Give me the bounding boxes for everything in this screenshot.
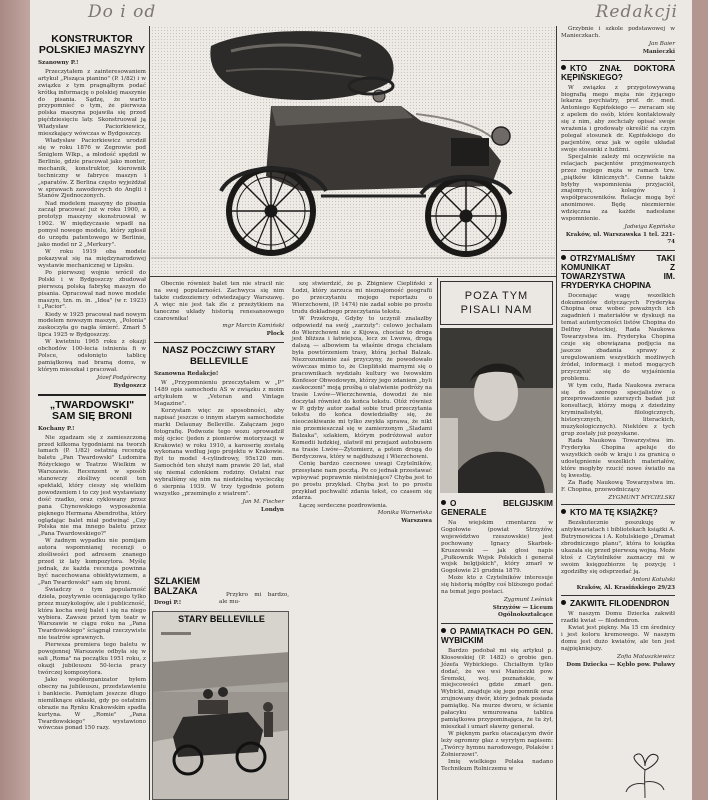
paragraph: Może kto z Czytelników interesuje się historią mógłby coś bliższego podać na temat jego postaci. [441,575,553,596]
author-place: Strzyżów — Liceum Ogólnokształcące [492,605,553,618]
paragraph: Jako współorganizator byłem obecny na jubileuszu, przedstawieniu i bankiecie. Pamiętam jeszcze długo niemilknące oklaski, gdy po ostatnim obrazie na Rynku Krakowskim spadła kurtyna. W „Romie" „Pana Twardowskiego" wystawiono wówczas ponad 150 razy. [38,677,146,732]
section-header-left: Do i od [88,2,157,22]
paragraph: Kwiat jest piękny. Ma 15 cm średnicy i jest koloru kremowego. W naszym domu jest dużo kwiatów, ale ten jest najpiękniejszy. [561,625,675,653]
page-left-edge [0,0,30,800]
bullet-dot-icon [561,255,566,260]
salutation: Szanowna Redakcjo! [154,371,219,378]
author-signature: Antoni Kotulski [631,576,675,583]
paragraph: szę stwierdzić, że p. Zbigniew Ciepliński z Łodzi, który zarzuca mi nieznajomość geografii po przeczytaniu mojego reportażu o Wierzchowni, (P. 1474) nie zadał sobie po prostu trudu dokładnego przeczytania tekstu. [292,281,432,315]
paragraph: Korzystam więc ze sposobności, aby napisać jeszcze o innym starym samochodzie marki Delaunay Belleville. Załączam jego fotografię. Podwozie tego wozu sprowadził mój ojciec (jeden z pionierów motoryzacji w Krakowie) w roku 1910, a karoserię zostałą wykonana według jego projektu w Krakowie. Był to model 4-cylindrowy, 95x120 mm. Samochód ten służył nam prawie 20 lat, stał się niemal członkiem rodziny. Ostatni raz wybraliśmy się nim na niedzielną wycieczkę 6 sierpnia 1939. W trzy tygodnie potem wszystko „przeminęło z wiatrem". [154,407,284,497]
article-title [561,64,675,82]
paragraph: Na wiejskim cmentarzu w Gogołowie (powiat Strzyżów, województwo rzeszowskie) jest pochowany Ignacy Skarbek-Kruszewski — jak głosi napis „Pułkownik Wojsk Polskich i generał wojsk belgijskich", który zmarł w Gogołowie 21 grudnia 1879. [441,520,553,575]
paragraph: Świadczy o tym popularność dzieła, pozytywnie oceniającego tylko przez muzykologów, ale i publiczność, która kocha swój balet i się na niego wybiera. Zawsze przed tym teatr w Warszawie w ciągu roku na „Pana Twardowskiego" ściągnął rzeczywiste nie teatrów sprawnych. [38,586,146,642]
author-place: Londyn [261,506,284,513]
author-signature: Monika Warneńska [377,510,432,517]
paragraph: W kwietniu 1965 roku z okazji obchodów 100-lecia istnienia fi w Polsce, odsłonięto tablicę pamiątkową nad bramą domu, w którym mieszkał i pracował. [38,339,146,373]
photo-label: STARY BELLEVILLE [178,614,265,624]
article-title [441,499,553,517]
bullet-dot-icon [441,628,446,633]
article-title-text: KTO ZNAŁ DOKTORA KĘPIŃSKIEGO? [561,63,675,82]
paragraph: W związku z przygotowywaną biografią mego męża nie żyjącego lekarza psychiatry, prof. dr. med. Antoniego Kępińskiego — zwracam się z apelem do osób, które kontaktowały się z nim, aby zechciały opisać swoje wrażenia i grodowały określić na czym polegał stosunek dr. Kępińskiego do pacjentów, oraz jak w ogóle układał swoje stosunki z ludźmi. [561,84,675,153]
paragraph: Nie zgadzam się z zamieszczoną przed kilkoma tygodniami na tworzh łamach (P. 1/82) ostatnią recenzją baletu „Pan Twardowski" Ludomira Różyckiego w Teatrze Wielkim w Warszawie. Recenzent w sposób stanowczy złośliwy ocenił ten spektakl, który cieszy się wielkim powodzeniem i to czy jest wystawiany dość rzadko, oraz cyklowany przez pana Chynowskiego wyposażenia pięknego Hermana Abendrotha, który oglądając balet miał podwinąć „Czy Polska nie ma innego baletu przez „Pana Twardowskiego?" [38,434,146,538]
paragraph: Władysław Paciorkiewicz urodził się w roku 1876 w Zegrowie pod Śmiglem Wlkp., a młodość spędził w Berlinie, gdzie pracował jako monter, mechanik, konstruktor, kierownik techniczny w fabryce maszyn i „sparatów. Z Berlina często wyjeżdżał w sprawach zawodowych do Anglii i Stanów Zjednoczonych. [38,138,146,200]
paragraph: Grzybnie i szkole podstawowej w Manieczkach. [561,26,675,39]
section-rule [154,342,284,343]
paragraph: Imię wielkiego Polaka nadano Technikum Rolniczemu w [441,758,553,772]
flower-drawing-icon [620,752,670,798]
column-1 [38,32,146,733]
article-title: KONSTRUKTOR POLSKIEJ MASZYNY [38,33,146,56]
paragraph: W Przekroju, Gdyby to uczynił znalazłby odpowiedź na swój „zarzuty": celowo jechałam do Wierzchowni nie z Kijowa, chociaż to droga jest bliższa i łatwiejsza, lecz ze Lwowa, drogą dalszą — albowiem ta właśnie droga chciałam była powtórzeniem trasy, którą jechał Balzak. Niezrozumienie zaś przyczyny, że powodowało wówczas mimo to, że Ciepliński marnymi się o pracownikach wydziału kultury we lwowskim Konfesor Obwodowym, którzy jego zdaniem „byli zaskoczeni" moją prośbą o ułatwienie podróży na trasie Lwów—Wierzchownia, dowodzi że nie doczytał również do końca tekstu. Otóż również w P. gdyby autor zadał sobie trud przeczytania tekstu do końca dowiedziałby się, że nieoczekiwanie mi tylko zwykła sprawa, że nikt nie przemieszczał się w zamierzonym „Śladami Balzaka", szlakiem, którym podróżował autor Komedii ludzkiej, ulatwił mi przejazd autobusem na trasie Lwów—Żytomierz, a potem drogą do Berdyczowa, który w najdłuższej i Wierzchowni. [292,315,432,460]
section-rule [441,623,553,624]
author-signature: ZYGMUNT MYCIELSKI [608,494,675,501]
section-rule [561,595,675,596]
car-illustration [151,26,555,276]
poza-tym-heading-box [440,281,553,325]
salutation: Szanowny P.! [38,60,79,66]
author-place: Manieczki [642,48,675,55]
paragraph: Obecnie również balet ten nie stracił nic na swej popularności. Zachwyca się nim także cudzoziemcy odwiedzający Warszawę. A więc nie jest tak źle z przeżytkiem na taneczne układy historią renesansowego czarownika! [154,281,284,322]
paragraph: Rada Naukowa Towarzystwa im. Fryderyka Chopina apeluje do wszystkich osób w kraju i za granicą o udostępnienie wszelkich materiałów, które mogłyby rzucić nowe światło na tę kwestię. [561,438,675,479]
photo-bottom-rule [149,276,556,277]
paragraph: Nad modelem maszyny do pisania zaczął pracować już w roku 1900, a prototyp maszyny skonstruował w 1902. W międzyczasie wpadł na pomysł nowego modelu, który zgłosił do urzędu patentowego w Berlinie, jako model nr 2 „Merkury". [38,200,146,248]
author-place: Kraków, Al. Krasińskiego 29/23 [576,584,675,591]
author-signature: Zofia Matuszkiewicz [617,654,675,661]
paragraph: Docenając wagę wszelkich dokumentów dotyczących Fryderyka Chopina oraz wobec poważnych ich zagadnień i materiałów w dyskusji na temat autentyczności listów Chopina do Delfiny Potockiej, Rada Naukowa Towarzystwa im. Fryderyka Chopina czuje się obowiązana podjęcia na jaszcze zbadania sprawy z uregulowaniem wszystkich możliwych źródeł, informacji i metod mogących przyczynić się do wyjaśnienia problemu. [561,292,675,382]
portrait-photo [440,328,553,493]
article-title-text: O BELGIJSKIM GENERALE [441,499,553,517]
article-title: „TWARDOWSKI" SAM SIĘ BRONI [49,398,135,422]
section-rule [561,250,675,251]
paragraph: Łączę serdeczne pozdrowienia. [299,502,388,509]
article-title: NASZ POCZCIWY STARY BELLEVILLE [162,345,276,367]
portrait-illustration [440,328,553,493]
section-rule [561,504,675,505]
column-5 [561,26,675,673]
article-title-text: ZAKWITŁ FILODENDRON [570,599,670,609]
bullet-dot-icon [441,500,446,505]
paragraph: W naszym Domu Dziecka zakwitł rzadki kwiat — filodendron. [561,611,675,625]
column-2-balzak [154,574,214,609]
article-title [561,599,675,608]
paragraph: Cenię bardzo czecnowe uwagi Czytelników, przesyłane nam pocztą. Po co jednak przestawać wpisywać poprawnie nieistniejące? Chyba jest to po prostu przykład. Chyba jest to po prostu przykład pochwalić zdania tekst, co czasem się zdarza. [292,460,432,502]
old-car-scene-illustration [153,612,289,800]
author-signature: Zygmunt Leśniak [503,597,553,604]
paragraph: Przykro mi bardzo, ale mu- [219,592,289,605]
author-signature: Jadwiga Kępińska [624,223,675,230]
bullet-dot-icon [561,600,566,605]
author-signature: Jan Baier [648,40,675,47]
paragraph: Specjalnie zależy mi oczywiście na relacjach pacjentów przyjmowanych przez mojego męża w ramach tzw. „piątków klinicznych". Cenne także byłyby wspomnienia przyjaciół, znajomych, kolegów i współpracowników. Relacje mogą być anonimowe. Będę niezmiernie wdzięczna za każde nadesłane wspomnienie. [561,153,675,223]
article-title-text: O PAMIĄTKACH PO GEN. WYBICKIM [441,626,553,645]
author-place: Warszawa [401,518,432,525]
article-title-text: KTO MA TĘ KSIĄŻKĘ? [570,508,658,518]
author-place: Dom Dziecka — Kębło pow. Puławy [566,662,675,668]
stary-belleville-photo [152,611,289,800]
article-title [561,254,675,290]
heading-line: POZA TYM [464,290,529,302]
paragraph: W roku 1919 oba modele pokazywał się na międzynarodowej wystawie mechanicznej w Lipsku. [38,249,146,269]
heading-line: PISALI NAM [460,304,533,316]
author-signature: mgr Marcin Kamiński [222,323,284,330]
author-signature: Jan M. Fischer [242,498,284,505]
section-rule [561,60,675,61]
article-title [441,627,553,645]
salutation: Kochany P.! [38,425,75,432]
paragraph: Kiedy w 1925 pracował nad nowym modelem nowszym maszyn, „Polonia" zaskoczyła go nagła śmierć. Zmarł 5 lipca 1925 w Bydgoszczy. [38,311,146,339]
article-title-text: OTRZYMALIŚMY TAKI KOMUNIKAT Z TOWARZYSTWA IM. FRYDERYKA CHOPINA [561,253,675,290]
section-rule [38,394,146,396]
author-place: Bydgoszcz [113,382,146,389]
author-place: Płock [266,331,284,338]
column-3 [292,281,432,529]
paragraph: Bardzo podobał mi się artykuł p. Kłosowskiej (P. 1482) o grobie gen. Józefa Wybickiego. Chciałbym tylko dodać, że we wsi Manieczki pow. Śremski, woj. poznańskie, w miejscowości gdzie zmarł gen. Wybicki, znajduje się jego pomnik oraz zrujnowany dwór, który jednak posiada pamiątkę. Na murze dworu, w ścianie pałacyku wmurowana tablica pamiątkowa przypominająca, że tu żył, mieszkał i umarł sławny generał. [441,647,553,730]
bullet-dot-icon [561,509,566,514]
paragraph: W pięknym parku otaczającym dwór leży ogromny głaz z wyrytym napisem: „Twórcy hymnu narodowego, Polaków i Żołnierzowi". [441,730,553,758]
salutation: Drogi P.! [154,600,182,606]
paragraph: W „Przypomnieniu przeczytałem w „P" 1489 opis samochodu AS w związku z moim artykułem w „Veteran and Vintage Magazine". [154,380,284,407]
column-divider [149,26,150,800]
section-header-right: Redakcji [595,2,678,22]
paragraph: Pierwsza premiera tego baletu w powojennej Warszawie odbyła się w sali „Roma" na początku 1951 roku, z okazji jubileuszu 50-lecia pracy twórczej kompozytora. [38,642,146,676]
column-4 [441,496,553,773]
column-divider [437,278,438,800]
column-divider [556,26,557,800]
page-right-edge [692,0,708,800]
author-place: Kraków, ul. Warszawska 1 tel. 221-74 [565,231,675,245]
article-title: SZLAKIEM BALZAKA [154,576,200,596]
paragraph: Po pierwszej wojnie wrócił do Polski i w Bydgoszczy zbudował pierwszą polską fabrykę maszyn do pisania. Opracował nad nowe modele maszyn, tzn. m. in. „Idea" (w r. 1923) i „Pacior". [38,269,146,311]
column-2-balzak-text [219,592,289,606]
article-title [561,508,675,517]
paragraph: Bezskutecznie poszukuję w antykwariatach i bibliotekach książki A. Butrymowicza i A. Kotulskiego „Dramat zbrodniczego planu", która to książka ukazała się przed pierwszą wojną. Może ktoś z Czytelników zaznaczy mi w swoim księgozbiorze tę pozycję i zgodziłby się odsprzedać ją. [561,520,675,575]
paragraph: W żadnym wypadku nie pomijam autora wspomnianej recenzji o złośliwości pod adresem znanego przed iż laty kompozytora. Myślę jednak, że każda recenzja powinna być nacechowana obiektywizmem, a „Pan Twardowski" sam się broni. [38,538,146,586]
paragraph: Za Radę Naukową Towarzystwa im. F. Chopina, przewodniczący [561,479,675,493]
column-2 [154,281,284,518]
vintage-car-photo [151,26,555,276]
paragraph: Przeczytałem z zainteresowaniem artykuł „Pisząca pianino" (P. 1/82) i w związku z tym pragnąłbym podać krótką informację o polskiej maszynie do pisania. Sądzę, że warto przypomnieć o tym, że pierwsza polska maszyna pojawiła się przed pięćdziesięciu laty. Skonstruował ją Władysław Paciorkiewicz, mieszkający wówczas w Bydgoszczy. [38,68,146,138]
paragraph: W tym celu, Rada Naukowa zwraca się do szerego specjalistów o przeprowadzenie szerszych badań już konsultacji, którzy mogą z dziedziny kryminalistyki, filologicznych, historycznych, literackich, muzykologicznych). Niektóre z tych grup zostały już pozyskane. [561,382,675,437]
bullet-dot-icon [561,65,566,70]
author-signature: Józef Podgórecny [96,374,146,381]
